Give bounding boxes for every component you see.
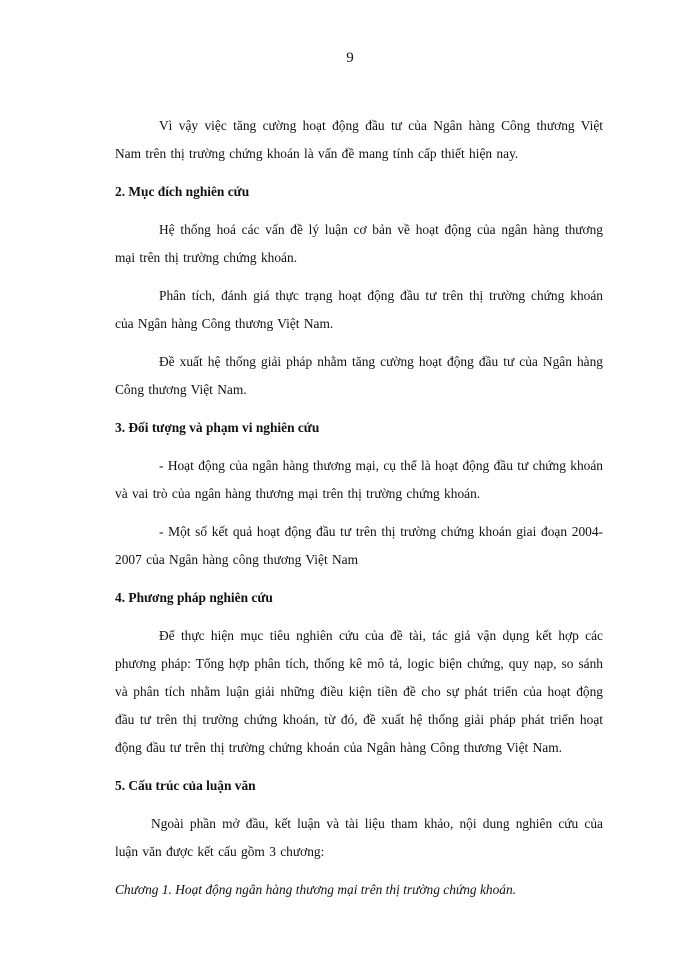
- paragraph-purpose-3: Đề xuất hệ thống giải pháp nhằm tăng cường hoạt động đầu tư của Ngân hàng Công thương Việt Nam.: [115, 354, 603, 397]
- heading-research-scope: 3. Đối tượng và phạm vi nghiên cứu: [115, 420, 320, 435]
- heading-research-purpose: 2. Mục đích nghiên cứu: [115, 184, 250, 199]
- paragraph-purpose-2: Phân tích, đánh giá thực trạng hoạt động đầu tư trên thị trường chứng khoán của Ngân hàng Công thương Việt Nam.: [115, 288, 603, 331]
- paragraph-urgency: Vì vậy việc tăng cường hoạt động đầu tư của Ngân hàng Công thương Việt Nam trên thị trường chứng khoán là vấn đề mang tính cấp thiết hiện nay.: [115, 118, 603, 161]
- paragraph-purpose-1: Hệ thống hoá các vấn đề lý luận cơ bản về hoạt động của ngân hàng thương mại trên thị trường chứng khoán.: [115, 222, 603, 265]
- paragraph-scope-1: - Hoạt động của ngân hàng thương mại, cụ thể là hoạt động đầu tư chứng khoán và vai trò của ngân hàng thương mại trên thị trường chứng khoán.: [115, 458, 603, 501]
- heading-thesis-structure: 5. Cấu trúc của luận văn: [115, 778, 256, 793]
- paragraph-method: Để thực hiện mục tiêu nghiên cứu của đề tài, tác giả vận dụng kết hợp các phương pháp: Tổng hợp phân tích, thống kê mô tả, logic biện chứng, quy nạp, so sánh và phân tích nhằm luận giải những điều kiện tiền đề cho sự phát triển của hoạt động đầu tư trên thị trường chứng khoán, từ đó, đề xuất hệ thống giải pháp phát triển hoạt động đầu tư trên thị trường chứng khoán của Ngân hàng Công thương Việt Nam.: [115, 628, 603, 755]
- heading-research-method: 4. Phương pháp nghiên cứu: [115, 590, 273, 605]
- page-content: [115, 112, 603, 904]
- paragraph-structure: Ngoài phần mở đầu, kết luận và tài liệu tham khảo, nội dung nghiên cứu của luận văn được kết cấu gồm 3 chương:: [115, 816, 603, 859]
- chapter-1-title: Chương 1. Hoạt động ngân hàng thương mại trên thị trường chứng khoán.: [115, 882, 517, 897]
- paragraph-scope-2: - Một số kết quả hoạt động đầu tư trên thị trường chứng khoán giai đoạn 2004-2007 của Ngân hàng công thương Việt Nam: [115, 524, 603, 567]
- page-number: 9: [346, 50, 354, 66]
